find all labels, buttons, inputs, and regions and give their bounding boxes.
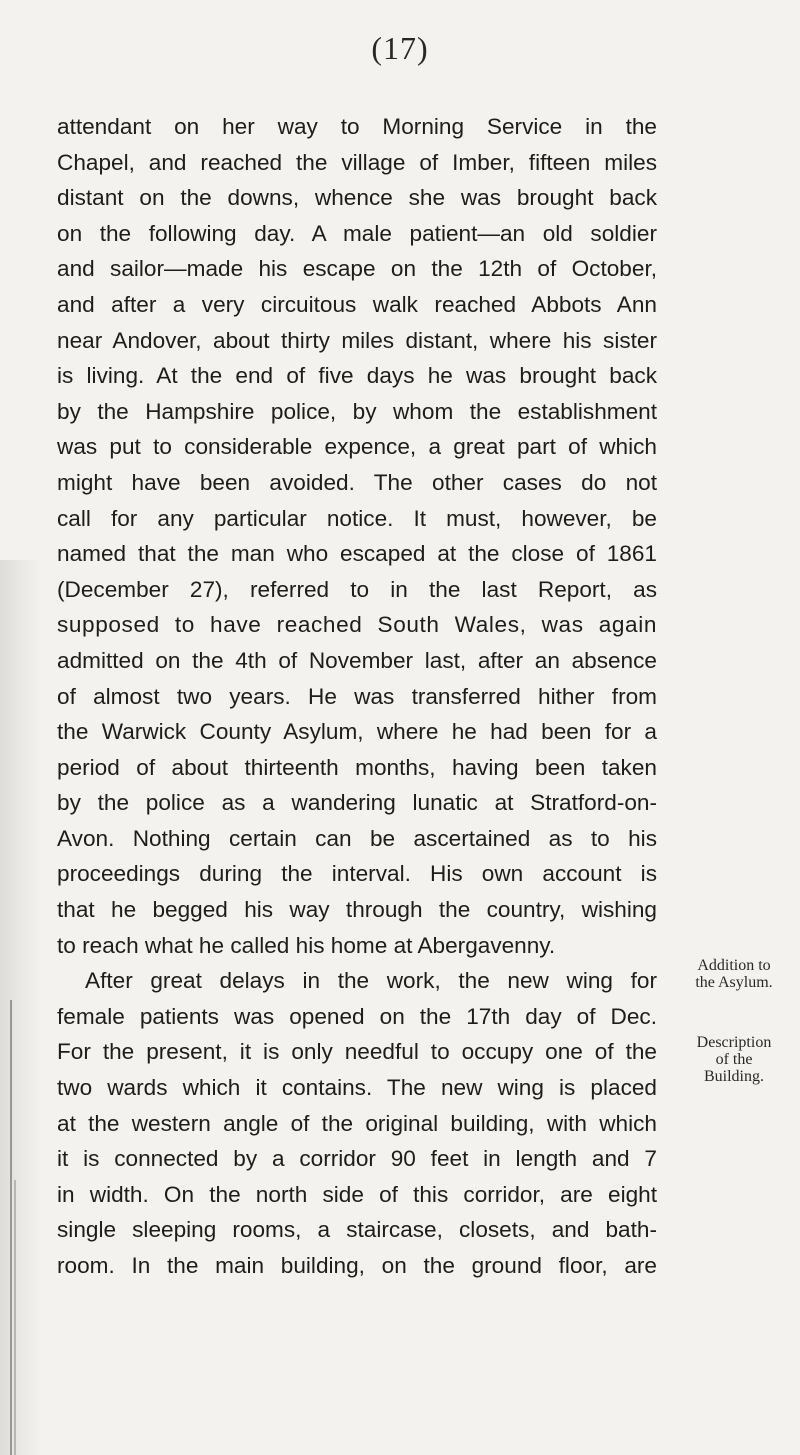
- text-line: and after a very circuitous walk reached Abbots Ann: [57, 291, 657, 317]
- text-line: supposed to have reached South Wales, was again: [57, 612, 657, 638]
- margin-note-line: Description: [696, 1034, 772, 1051]
- text-line: to reach what he called his home at Abergavenny.: [57, 932, 556, 958]
- text-line: it is connected by a corridor 90 feet in length and 7: [57, 1146, 657, 1172]
- text-line: by the police as a wandering lunatic at Stratford-on-: [57, 790, 657, 816]
- margin-note-description: [668, 1034, 800, 1085]
- margin-note-line: Building.: [703, 1068, 764, 1085]
- text-line: might have been avoided. The other cases do not: [57, 469, 657, 495]
- text-line: call for any particular notice. It must, however, be: [57, 505, 657, 531]
- text-line: in width. On the north side of this corridor, are eight: [57, 1181, 657, 1207]
- margin-note-line: the Asylum.: [695, 974, 773, 991]
- text-line: period of about thirteenth months, having been taken: [57, 754, 657, 780]
- text-line: admitted on the 4th of November last, after an absence: [57, 647, 657, 673]
- text-line: two wards which it contains. The new wing is placed: [57, 1075, 657, 1101]
- binding-shadow: [0, 560, 42, 1455]
- text-line: at the western angle of the original building, with which: [57, 1110, 657, 1136]
- binding-edge-line: [10, 1000, 12, 1455]
- body-text: [57, 109, 657, 1284]
- text-line: was put to considerable expence, a great part of which: [57, 434, 657, 460]
- text-line: near Andover, about thirty miles distant, where his sister: [57, 327, 657, 353]
- text-line: proceedings during the interval. His own account is: [57, 861, 657, 887]
- margin-note-addition: [668, 957, 800, 991]
- text-line: on the following day. A male patient—an old soldier: [57, 220, 657, 246]
- text-line: of almost two years. He was transferred hither from: [57, 683, 657, 709]
- text-line: For the present, it is only needful to occupy one of the: [57, 1039, 657, 1065]
- text-line: the Warwick County Asylum, where he had been for a: [57, 719, 657, 745]
- text-line: Chapel, and reached the village of Imber, fifteen miles: [57, 149, 657, 175]
- text-line: single sleeping rooms, a staircase, closets, and bath-: [57, 1217, 657, 1243]
- page-number: (17): [371, 30, 429, 66]
- text-line: female patients was opened on the 17th day of Dec.: [57, 1003, 657, 1029]
- text-line: (December 27), referred to in the last Report, as: [57, 576, 657, 602]
- text-line: that he begged his way through the country, wishing: [57, 897, 657, 923]
- text-line: room. In the main building, on the ground floor, are: [57, 1253, 657, 1278]
- binding-edge-line: [14, 1180, 16, 1455]
- text-line: attendant on her way to Morning Service in the: [57, 114, 657, 139]
- margin-note-line: Addition to: [697, 957, 771, 974]
- text-line: distant on the downs, whence she was brought back: [57, 185, 657, 211]
- text-line: is living. At the end of five days he was brought back: [57, 363, 657, 389]
- text-line: and sailor—made his escape on the 12th of October,: [57, 256, 657, 282]
- margin-note-line: of the: [715, 1051, 753, 1068]
- text-line: Avon. Nothing certain can be ascertained as to his: [57, 825, 657, 851]
- text-line: After great delays in the work, the new wing for: [85, 968, 657, 994]
- text-line: named that the man who escaped at the close of 1861: [57, 541, 657, 567]
- text-line: by the Hampshire police, by whom the establishment: [57, 398, 657, 424]
